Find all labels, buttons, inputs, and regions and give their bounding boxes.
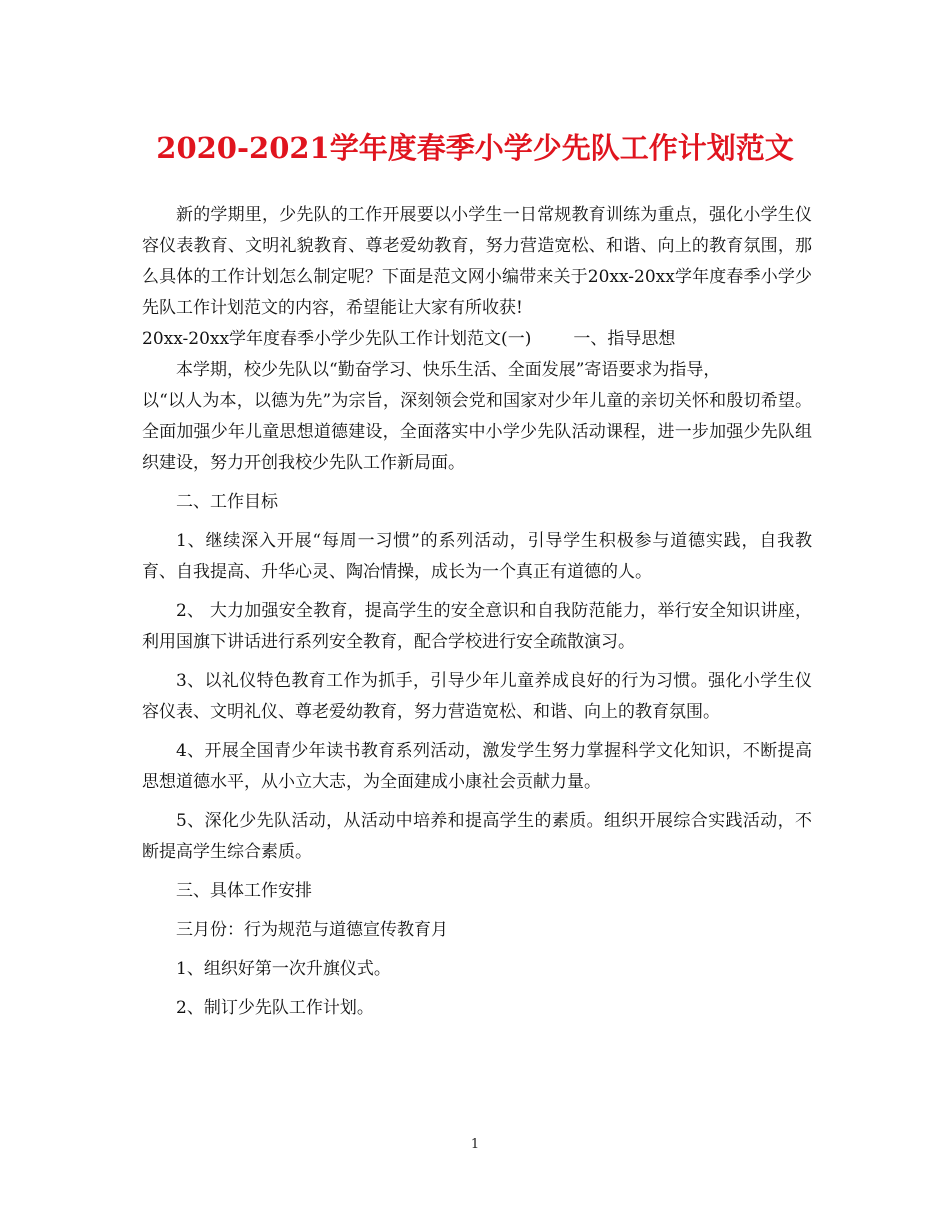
schedule-item-1: 1、组织好第一次升旗仪式。 [176,959,391,979]
intro-paragraph: 新的学期里，少先队的工作开展要以小学生一日常规教育训练为重点，强化小学生仪容仪表教育、文明礼貌教育、尊老爱幼教育，努力营造宽松、和谐、向上的教育氛围，那么具体的工作计划怎么制定呢？下面是范文网小编带来关于20xx-20xx学年度春季小学少先队工作计划范文的内容，希望能让大家有所收获! [142,205,812,318]
document-body [142,200,812,1024]
paragraph-guiding-2: 以“以人为本，以德为先”为宗旨，深刻领会党和国家对少年儿童的亲切关怀和殷切希望。全面加强少年儿童思想道德建设，全面落实中小学少先队活动课程，进一步加强少先队组织建设，努力开创我校少先队工作新局面。 [142,391,812,473]
page-title: 2020-2021学年度春季小学少先队工作计划范文 [156,131,794,165]
schedule-item-2: 2、制订少先队工作计划。 [176,998,374,1018]
schedule-march-heading: 三月份：行为规范与道德宣传教育月 [176,920,448,940]
goal-item-3: 3、以礼仪特色教育工作为抓手，引导少年儿童养成良好的行为习惯。强化小学生仪容仪表、文明礼仪、尊老爱幼教育，努力营造宽松、和谐、向上的教育氛围。 [142,671,812,722]
page-number: 1 [470,1137,480,1152]
article-subtitle: 20xx-20xx学年度春季小学少先队工作计划范文(一) [142,329,532,349]
goal-item-4: 4、开展全国青少年读书教育系列活动，激发学生努力掌握科学文化知识，不断提高思想道德水平，从小立大志，为全面建成小康社会贡献力量。 [142,741,812,792]
paragraph-guiding-1: 本学期，校少先队以“勤奋学习、快乐生活、全面发展”寄语要求为指导， [176,360,721,380]
goal-item-5: 5、深化少先队活动，从活动中培养和提高学生的素质。组织开展综合实践活动，不断提高学生综合素质。 [142,811,812,862]
heading-work-schedule: 三、具体工作安排 [176,881,312,901]
heading-guiding-ideology: 一、指导思想 [573,329,676,349]
heading-work-goals: 二、工作目标 [176,492,278,512]
goal-item-1: 1、继续深入开展“每周一习惯”的系列活动，引导学生积极参与道德实践，自我教育、自我提高、升华心灵、陶冶情操，成长为一个真正有道德的人。 [142,531,812,582]
goal-item-2: 2、 大力加强安全教育，提高学生的安全意识和自我防范能力，举行安全知识讲座，利用国旗下讲话进行系列安全教育，配合学校进行安全疏散演习。 [142,601,812,652]
section-heading-line [142,324,812,355]
